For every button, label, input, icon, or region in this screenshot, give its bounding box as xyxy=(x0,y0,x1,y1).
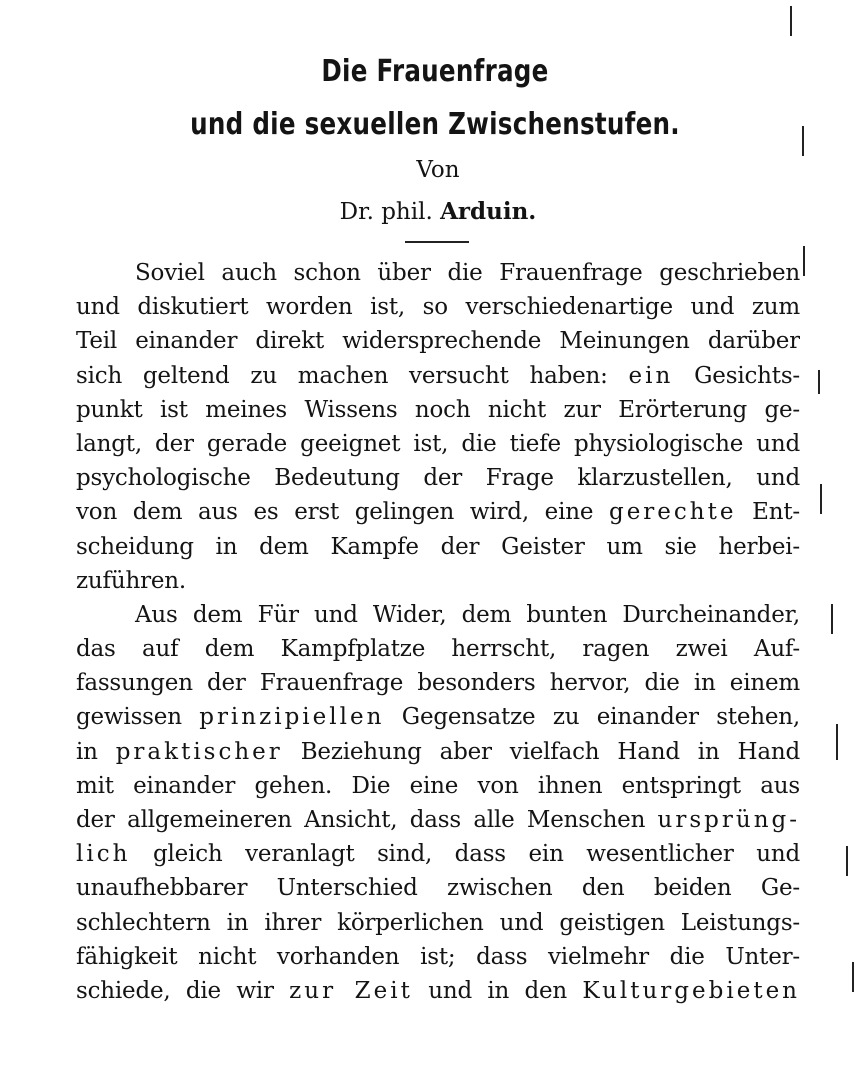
author-name: Arduin. xyxy=(440,198,537,225)
emphasized-text: gerechte xyxy=(608,499,737,526)
margin-mark xyxy=(836,724,838,760)
line-text: Gesichts- xyxy=(673,362,800,389)
margin-mark xyxy=(852,962,854,992)
article-body xyxy=(76,256,800,1008)
text-line xyxy=(76,837,800,871)
text-line: Soviel auch schon über die Frauenfrage geschrieben xyxy=(135,260,800,286)
emphasized-text: ein xyxy=(628,362,674,389)
text-line: das auf dem Kampfplatze herrscht, ragen zwei Auf- xyxy=(76,636,800,663)
emphasized-text: lich xyxy=(76,841,131,868)
text-line xyxy=(76,974,800,1008)
text-line: psychologische Bedeutung der Frage klarzustellen, und xyxy=(76,465,800,492)
byline-von: Von xyxy=(416,157,460,183)
text-line: punkt ist meines Wissens noch nicht zur Erörterung ge- xyxy=(76,396,800,423)
text-line: unaufhebbarer Unterschied zwischen den beiden Ge- xyxy=(76,875,800,902)
title-rule xyxy=(405,241,469,243)
line-text: gewissen xyxy=(76,704,200,731)
text-line: fassungen der Frauenfrage besonders hervor, die in einem xyxy=(76,670,800,697)
text-line: schlechtern in ihrer körperlichen und geistigen Leistungs- xyxy=(76,909,800,936)
emphasized-text: Kulturgebieten xyxy=(582,977,800,1004)
title-line-1: Die Frauenfrage xyxy=(321,54,549,89)
margin-mark xyxy=(803,246,805,276)
emphasized-text: zur Zeit xyxy=(289,977,413,1004)
text-line: Aus dem Für und Wider, dem bunten Durcheinander, xyxy=(135,601,800,628)
margin-mark xyxy=(820,484,822,514)
emphasized-text: prinzipiellen xyxy=(199,704,385,731)
margin-mark xyxy=(818,370,820,394)
text-line xyxy=(76,803,800,837)
line-text: Beziehung aber vielfach Hand in Hand xyxy=(282,738,800,765)
line-text: der allgemeineren Ansicht, dass alle Menschen xyxy=(76,807,658,833)
line-text: schiede, die wir xyxy=(76,977,290,1004)
margin-mark xyxy=(846,846,848,876)
text-line xyxy=(76,700,800,734)
text-line: fähigkeit nicht vorhanden ist; dass vielmehr die Unter- xyxy=(76,943,800,970)
emphasized-text: ursprüng- xyxy=(657,807,800,833)
text-line: mit einander gehen. Die eine von ihnen entspringt aus xyxy=(76,772,800,799)
text-line: und diskutiert worden ist, so verschiedenartige und zum xyxy=(76,294,800,321)
text-line xyxy=(76,359,800,393)
text-line xyxy=(76,735,800,769)
margin-mark xyxy=(831,604,833,634)
title-line-2: und die sexuellen Zwischenstufen. xyxy=(190,107,680,142)
author-line xyxy=(0,198,857,225)
line-text: und in den xyxy=(412,977,583,1004)
line-text: Ent- xyxy=(736,499,800,526)
text-line: langt, der gerade geeignet ist, die tiefe physiologische und xyxy=(76,430,800,457)
text-line: Teil einander direkt widersprechende Meinungen darüber xyxy=(76,328,800,355)
text-line xyxy=(76,495,800,529)
line-text: gleich veranlagt sind, dass ein wesentlicher und xyxy=(130,841,800,868)
line-text: von dem aus es erst gelingen wird, eine xyxy=(76,499,609,526)
text-line: scheidung in dem Kampfe der Geister um sie herbei- xyxy=(76,533,800,560)
margin-mark xyxy=(802,126,804,156)
text-line: zuführen. xyxy=(76,567,186,594)
line-text: in xyxy=(76,738,116,765)
margin-mark xyxy=(790,6,792,36)
line-text: sich geltend zu machen versucht haben: xyxy=(76,362,629,389)
author-prefix: Dr. phil. xyxy=(339,199,433,225)
line-text: Gegensatze zu einander stehen, xyxy=(384,704,800,731)
emphasized-text: praktischer xyxy=(115,738,283,765)
